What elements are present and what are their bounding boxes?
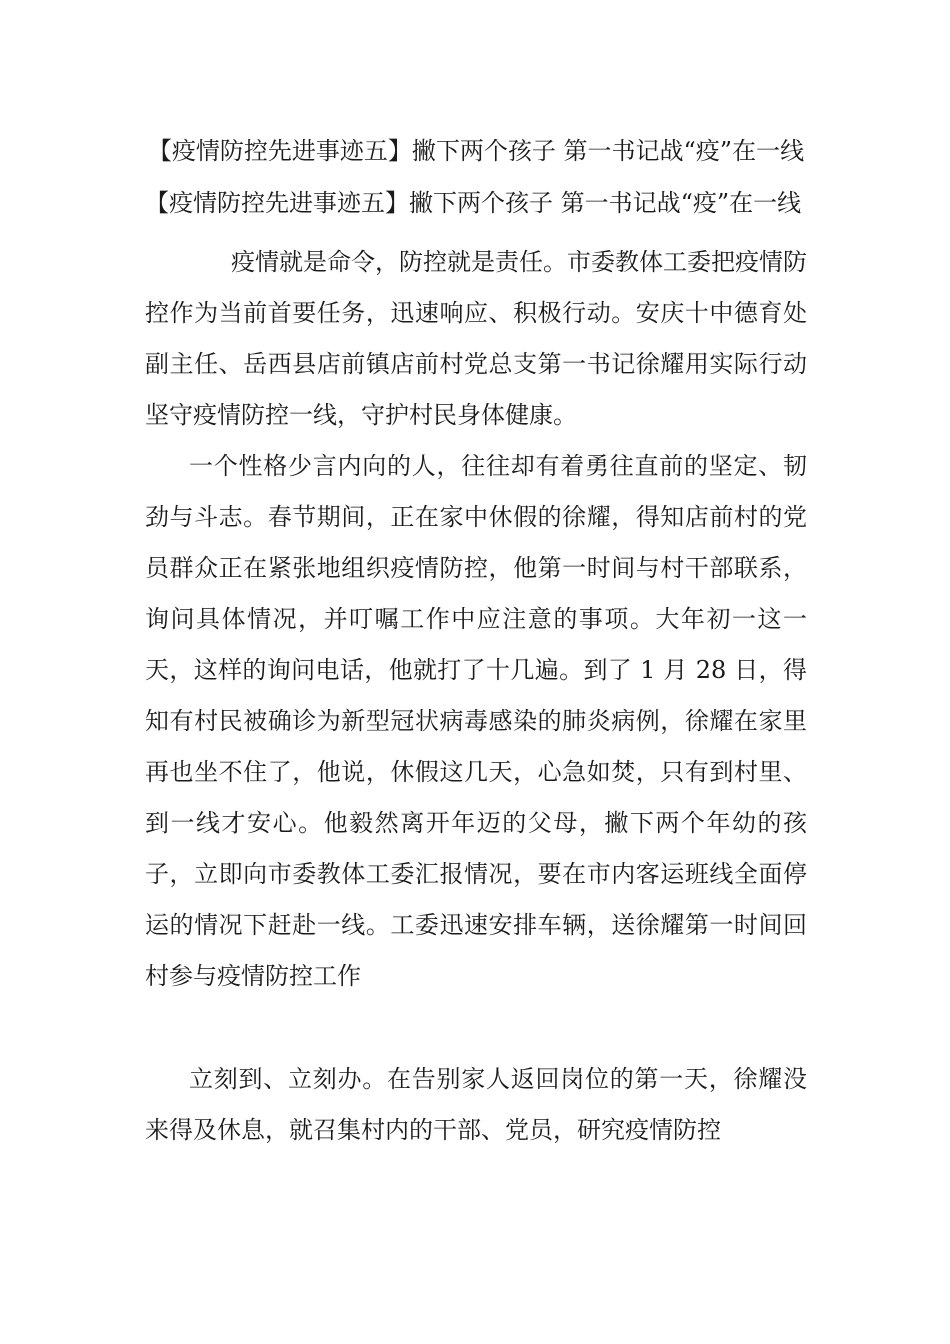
paragraph-2: 一个性格少言内向的人，往往却有着勇往直前的坚定、韧劲与斗志。春节期间，正在家中休假的徐耀，得知店前村的党员群众正在紧张地组织疫情防控，他第一时间与村干部联系，询问具体情况，并叮嘱工作中应注意的事项。大年初一这一天，这样的询问电话，他就打了十几遍。到了 1 月 28 日，得知有村民被确诊为新型冠状病毒感染的肺炎病例，徐耀在家里再也坐不住了，他说，休假这几天，心急如焚，只有到村里、到一线才安心。他毅然离开年迈的父母，撇下两个年幼的孩子，立即向市委教体工委汇报情况，要在市内客运班线全面停运的情况下赶赴一线。工委迅速安排车辆，送徐耀第一时间回村参与疫情防控工作 (145, 452, 807, 990)
paragraph-1: 疫情就是命令，防控就是责任。市委教体工委把疫情防控作为当前首要任务，迅速响应、积极行动。安庆十中德育处副主任、岳西县店前镇店前村党总支第一书记徐耀用实际行动坚守疫情防控一线，守护村民身体健康。 (145, 248, 807, 429)
article-heading: 【疫情防控先进事迹五】撇下两个孩子 第一书记战“疫”在一线 (145, 189, 802, 217)
document-body (145, 125, 807, 1156)
page-title: 【疫情防控先进事迹五】撇下两个孩子 第一书记战“疫”在一线 (147, 137, 805, 165)
paragraph-3: 立刻到、立刻办。在告别家人返回岗位的第一天，徐耀没来得及休息，就召集村内的干部、党员，研究疫情防控 (145, 1065, 807, 1144)
